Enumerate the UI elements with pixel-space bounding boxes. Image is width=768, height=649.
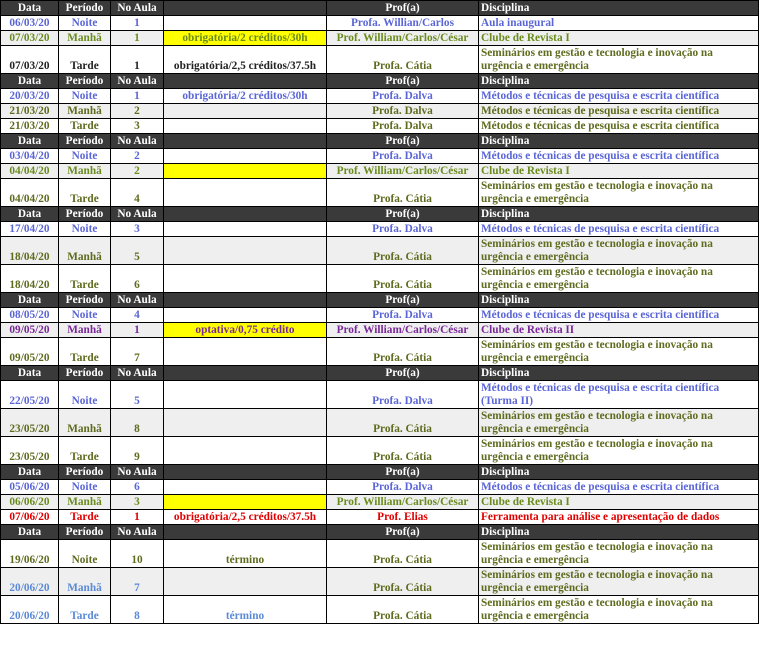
header-period-cell: Período bbox=[59, 1, 111, 16]
header-professor-cell: Prof(a) bbox=[327, 465, 479, 480]
professor-cell: Profa. Dalva bbox=[327, 480, 479, 495]
subject-cell: Seminários em gestão e tecnologia e inovação na urgência e emergência bbox=[479, 437, 759, 465]
note-cell: optativa/0,75 crédito bbox=[164, 323, 327, 338]
date-cell: 04/04/20 bbox=[1, 164, 59, 179]
header-professor-cell: Prof(a) bbox=[327, 134, 479, 149]
lesson-number-cell: 5 bbox=[111, 381, 164, 409]
header-professor-cell: Prof(a) bbox=[327, 1, 479, 16]
schedule-row bbox=[1, 164, 759, 179]
header-row bbox=[1, 366, 759, 381]
subject-cell: Ferramenta para análise e apresentação de dados bbox=[479, 510, 759, 525]
lesson-number-cell: 4 bbox=[111, 308, 164, 323]
date-cell: 04/04/20 bbox=[1, 179, 59, 207]
professor-cell: Profa. Cátia bbox=[327, 237, 479, 265]
professor-cell: Profa. Dalva bbox=[327, 381, 479, 409]
period-cell: Noite bbox=[59, 16, 111, 31]
header-professor-cell: Prof(a) bbox=[327, 525, 479, 540]
lesson-number-cell: 1 bbox=[111, 46, 164, 74]
header-note-cell bbox=[164, 366, 327, 381]
period-cell: Tarde bbox=[59, 437, 111, 465]
lesson-number-cell: 3 bbox=[111, 495, 164, 510]
note-cell bbox=[164, 409, 327, 437]
subject-cell: Seminários em gestão e tecnologia e inovação na urgência e emergência bbox=[479, 596, 759, 624]
subject-cell: Métodos e técnicas de pesquisa e escrita científica bbox=[479, 149, 759, 164]
subject-cell: Seminários em gestão e tecnologia e inovação na urgência e emergência bbox=[479, 540, 759, 568]
professor-cell: Profa. Cátia bbox=[327, 437, 479, 465]
note-cell bbox=[164, 568, 327, 596]
period-cell: Manhã bbox=[59, 31, 111, 46]
header-period-cell: Período bbox=[59, 74, 111, 89]
note-cell bbox=[164, 104, 327, 119]
lesson-number-cell: 8 bbox=[111, 596, 164, 624]
schedule-row bbox=[1, 149, 759, 164]
period-cell: Noite bbox=[59, 381, 111, 409]
header-note-cell bbox=[164, 293, 327, 308]
header-period-cell: Período bbox=[59, 465, 111, 480]
schedule-row bbox=[1, 179, 759, 207]
header-row bbox=[1, 293, 759, 308]
date-cell: 20/03/20 bbox=[1, 89, 59, 104]
header-subject-cell: Disciplina bbox=[479, 465, 759, 480]
date-cell: 06/03/20 bbox=[1, 16, 59, 31]
note-cell bbox=[164, 480, 327, 495]
lesson-number-cell: 1 bbox=[111, 510, 164, 525]
note-cell: obrigatória/2,5 créditos/37.5h bbox=[164, 46, 327, 74]
date-cell: 19/06/20 bbox=[1, 540, 59, 568]
date-cell: 07/06/20 bbox=[1, 510, 59, 525]
header-subject-cell: Disciplina bbox=[479, 74, 759, 89]
professor-cell: Profa. Dalva bbox=[327, 89, 479, 104]
date-cell: 08/05/20 bbox=[1, 308, 59, 323]
note-cell bbox=[164, 222, 327, 237]
period-cell: Tarde bbox=[59, 119, 111, 134]
header-subject-cell: Disciplina bbox=[479, 1, 759, 16]
period-cell: Manhã bbox=[59, 568, 111, 596]
note-cell: obrigatória/2,5 créditos/37.5h bbox=[164, 510, 327, 525]
schedule-row bbox=[1, 568, 759, 596]
schedule-body bbox=[1, 1, 759, 624]
date-cell: 07/03/20 bbox=[1, 46, 59, 74]
period-cell: Noite bbox=[59, 222, 111, 237]
professor-cell: Profa. Willian/Carlos bbox=[327, 16, 479, 31]
date-cell: 05/06/20 bbox=[1, 480, 59, 495]
professor-cell: Profa. Cátia bbox=[327, 179, 479, 207]
period-cell: Manhã bbox=[59, 237, 111, 265]
professor-cell: Profa. Cátia bbox=[327, 596, 479, 624]
professor-cell: Prof. William/Carlos/César bbox=[327, 495, 479, 510]
subject-cell: Clube de Revista I bbox=[479, 495, 759, 510]
subject-cell: Métodos e técnicas de pesquisa e escrita científica bbox=[479, 89, 759, 104]
date-cell: 07/03/20 bbox=[1, 31, 59, 46]
schedule-row bbox=[1, 119, 759, 134]
professor-cell: Profa. Cátia bbox=[327, 46, 479, 74]
header-professor-cell: Prof(a) bbox=[327, 293, 479, 308]
professor-cell: Profa. Dalva bbox=[327, 222, 479, 237]
note-cell bbox=[164, 381, 327, 409]
header-lesson-number-cell: No Aula bbox=[111, 525, 164, 540]
header-subject-cell: Disciplina bbox=[479, 293, 759, 308]
period-cell: Noite bbox=[59, 308, 111, 323]
header-lesson-number-cell: No Aula bbox=[111, 207, 164, 222]
header-lesson-number-cell: No Aula bbox=[111, 293, 164, 308]
header-row bbox=[1, 74, 759, 89]
subject-cell: Métodos e técnicas de pesquisa e escrita científica (Turma II) bbox=[479, 381, 759, 409]
period-cell: Noite bbox=[59, 540, 111, 568]
lesson-number-cell: 1 bbox=[111, 16, 164, 31]
note-cell bbox=[164, 119, 327, 134]
lesson-number-cell: 7 bbox=[111, 568, 164, 596]
note-cell bbox=[164, 308, 327, 323]
subject-cell: Métodos e técnicas de pesquisa e escrita científica bbox=[479, 104, 759, 119]
subject-cell: Clube de Revista I bbox=[479, 31, 759, 46]
header-date-cell: Data bbox=[1, 525, 59, 540]
subject-cell: Clube de Revista II bbox=[479, 323, 759, 338]
date-cell: 06/06/20 bbox=[1, 495, 59, 510]
professor-cell: Profa. Cátia bbox=[327, 540, 479, 568]
professor-cell: Prof. William/Carlos/César bbox=[327, 164, 479, 179]
header-date-cell: Data bbox=[1, 74, 59, 89]
lesson-number-cell: 6 bbox=[111, 480, 164, 495]
lesson-number-cell: 9 bbox=[111, 437, 164, 465]
period-cell: Tarde bbox=[59, 338, 111, 366]
professor-cell: Prof. William/Carlos/César bbox=[327, 31, 479, 46]
header-date-cell: Data bbox=[1, 134, 59, 149]
header-date-cell: Data bbox=[1, 293, 59, 308]
lesson-number-cell: 7 bbox=[111, 338, 164, 366]
professor-cell: Profa. Cátia bbox=[327, 265, 479, 293]
schedule-row bbox=[1, 222, 759, 237]
note-cell bbox=[164, 149, 327, 164]
subject-cell: Seminários em gestão e tecnologia e inovação na urgência e emergência bbox=[479, 568, 759, 596]
note-cell: término bbox=[164, 540, 327, 568]
header-period-cell: Período bbox=[59, 207, 111, 222]
header-lesson-number-cell: No Aula bbox=[111, 366, 164, 381]
date-cell: 21/03/20 bbox=[1, 119, 59, 134]
header-period-cell: Período bbox=[59, 366, 111, 381]
professor-cell: Prof. William/Carlos/César bbox=[327, 323, 479, 338]
period-cell: Tarde bbox=[59, 46, 111, 74]
lesson-number-cell: 6 bbox=[111, 265, 164, 293]
schedule-row bbox=[1, 596, 759, 624]
header-professor-cell: Prof(a) bbox=[327, 74, 479, 89]
date-cell: 23/05/20 bbox=[1, 437, 59, 465]
schedule-row bbox=[1, 265, 759, 293]
header-professor-cell: Prof(a) bbox=[327, 366, 479, 381]
date-cell: 18/04/20 bbox=[1, 237, 59, 265]
header-subject-cell: Disciplina bbox=[479, 134, 759, 149]
header-row bbox=[1, 207, 759, 222]
header-date-cell: Data bbox=[1, 207, 59, 222]
schedule-row bbox=[1, 323, 759, 338]
period-cell: Manhã bbox=[59, 104, 111, 119]
header-row bbox=[1, 134, 759, 149]
date-cell: 09/05/20 bbox=[1, 323, 59, 338]
subject-cell: Métodos e técnicas de pesquisa e escrita científica bbox=[479, 119, 759, 134]
header-note-cell bbox=[164, 465, 327, 480]
period-cell: Tarde bbox=[59, 265, 111, 293]
subject-cell: Métodos e técnicas de pesquisa e escrita científica bbox=[479, 308, 759, 323]
schedule-row bbox=[1, 540, 759, 568]
subject-cell: Aula inaugural bbox=[479, 16, 759, 31]
header-subject-cell: Disciplina bbox=[479, 207, 759, 222]
date-cell: 03/04/20 bbox=[1, 149, 59, 164]
schedule-row bbox=[1, 104, 759, 119]
header-date-cell: Data bbox=[1, 366, 59, 381]
note-cell bbox=[164, 237, 327, 265]
date-cell: 21/03/20 bbox=[1, 104, 59, 119]
schedule-row bbox=[1, 89, 759, 104]
professor-cell: Profa. Cátia bbox=[327, 409, 479, 437]
period-cell: Tarde bbox=[59, 179, 111, 207]
note-cell: término bbox=[164, 596, 327, 624]
period-cell: Noite bbox=[59, 149, 111, 164]
note-cell: obrigatória/2 créditos/30h bbox=[164, 89, 327, 104]
header-note-cell bbox=[164, 1, 327, 16]
subject-cell: Seminários em gestão e tecnologia e inovação na urgência e emergência bbox=[479, 237, 759, 265]
header-subject-cell: Disciplina bbox=[479, 525, 759, 540]
lesson-number-cell: 4 bbox=[111, 179, 164, 207]
schedule-row bbox=[1, 46, 759, 74]
header-lesson-number-cell: No Aula bbox=[111, 74, 164, 89]
period-cell: Manhã bbox=[59, 164, 111, 179]
schedule-row bbox=[1, 409, 759, 437]
note-cell bbox=[164, 495, 327, 510]
period-cell: Manhã bbox=[59, 323, 111, 338]
professor-cell: Profa. Dalva bbox=[327, 149, 479, 164]
period-cell: Manhã bbox=[59, 409, 111, 437]
lesson-number-cell: 2 bbox=[111, 149, 164, 164]
schedule-row bbox=[1, 381, 759, 409]
lesson-number-cell: 1 bbox=[111, 31, 164, 46]
lesson-number-cell: 2 bbox=[111, 104, 164, 119]
professor-cell: Profa. Cátia bbox=[327, 338, 479, 366]
subject-cell: Seminários em gestão e tecnologia e inovação na urgência e emergência bbox=[479, 409, 759, 437]
professor-cell: Profa. Dalva bbox=[327, 308, 479, 323]
schedule-row bbox=[1, 16, 759, 31]
header-lesson-number-cell: No Aula bbox=[111, 134, 164, 149]
subject-cell: Clube de Revista I bbox=[479, 164, 759, 179]
note-cell bbox=[164, 164, 327, 179]
schedule-row bbox=[1, 308, 759, 323]
subject-cell: Seminários em gestão e tecnologia e inovação na urgência e emergência bbox=[479, 265, 759, 293]
lesson-number-cell: 10 bbox=[111, 540, 164, 568]
schedule-row bbox=[1, 480, 759, 495]
header-professor-cell: Prof(a) bbox=[327, 207, 479, 222]
date-cell: 17/04/20 bbox=[1, 222, 59, 237]
header-period-cell: Período bbox=[59, 293, 111, 308]
header-note-cell bbox=[164, 525, 327, 540]
header-row bbox=[1, 465, 759, 480]
header-row bbox=[1, 1, 759, 16]
header-period-cell: Período bbox=[59, 525, 111, 540]
header-lesson-number-cell: No Aula bbox=[111, 465, 164, 480]
subject-cell: Seminários em gestão e tecnologia e inovação na urgência e emergência bbox=[479, 338, 759, 366]
date-cell: 22/05/20 bbox=[1, 381, 59, 409]
lesson-number-cell: 8 bbox=[111, 409, 164, 437]
professor-cell: Profa. Dalva bbox=[327, 119, 479, 134]
subject-cell: Métodos e técnicas de pesquisa e escrita científica bbox=[479, 480, 759, 495]
header-subject-cell: Disciplina bbox=[479, 366, 759, 381]
header-note-cell bbox=[164, 207, 327, 222]
note-cell bbox=[164, 179, 327, 207]
note-cell bbox=[164, 16, 327, 31]
note-cell bbox=[164, 265, 327, 293]
schedule-row bbox=[1, 31, 759, 46]
period-cell: Manhã bbox=[59, 495, 111, 510]
header-date-cell: Data bbox=[1, 465, 59, 480]
period-cell: Noite bbox=[59, 89, 111, 104]
professor-cell: Prof. Elias bbox=[327, 510, 479, 525]
period-cell: Tarde bbox=[59, 510, 111, 525]
date-cell: 20/06/20 bbox=[1, 596, 59, 624]
lesson-number-cell: 1 bbox=[111, 89, 164, 104]
lesson-number-cell: 3 bbox=[111, 222, 164, 237]
period-cell: Tarde bbox=[59, 596, 111, 624]
note-cell bbox=[164, 437, 327, 465]
lesson-number-cell: 3 bbox=[111, 119, 164, 134]
schedule-row bbox=[1, 495, 759, 510]
subject-cell: Seminários em gestão e tecnologia e inovação na urgência e emergência bbox=[479, 179, 759, 207]
header-date-cell: Data bbox=[1, 1, 59, 16]
date-cell: 23/05/20 bbox=[1, 409, 59, 437]
period-cell: Noite bbox=[59, 480, 111, 495]
subject-cell: Seminários em gestão e tecnologia e inovação na urgência e emergência bbox=[479, 46, 759, 74]
professor-cell: Profa. Cátia bbox=[327, 568, 479, 596]
schedule-row bbox=[1, 437, 759, 465]
date-cell: 18/04/20 bbox=[1, 265, 59, 293]
header-period-cell: Período bbox=[59, 134, 111, 149]
header-row bbox=[1, 525, 759, 540]
subject-cell: Métodos e técnicas de pesquisa e escrita científica bbox=[479, 222, 759, 237]
note-cell bbox=[164, 338, 327, 366]
header-note-cell bbox=[164, 134, 327, 149]
schedule-row bbox=[1, 510, 759, 525]
date-cell: 09/05/20 bbox=[1, 338, 59, 366]
note-cell: obrigatória/2 créditos/30h bbox=[164, 31, 327, 46]
lesson-number-cell: 5 bbox=[111, 237, 164, 265]
date-cell: 20/06/20 bbox=[1, 568, 59, 596]
header-note-cell bbox=[164, 74, 327, 89]
lesson-number-cell: 1 bbox=[111, 323, 164, 338]
professor-cell: Profa. Dalva bbox=[327, 104, 479, 119]
schedule-row bbox=[1, 338, 759, 366]
schedule-row bbox=[1, 237, 759, 265]
lesson-number-cell: 2 bbox=[111, 164, 164, 179]
header-lesson-number-cell: No Aula bbox=[111, 1, 164, 16]
